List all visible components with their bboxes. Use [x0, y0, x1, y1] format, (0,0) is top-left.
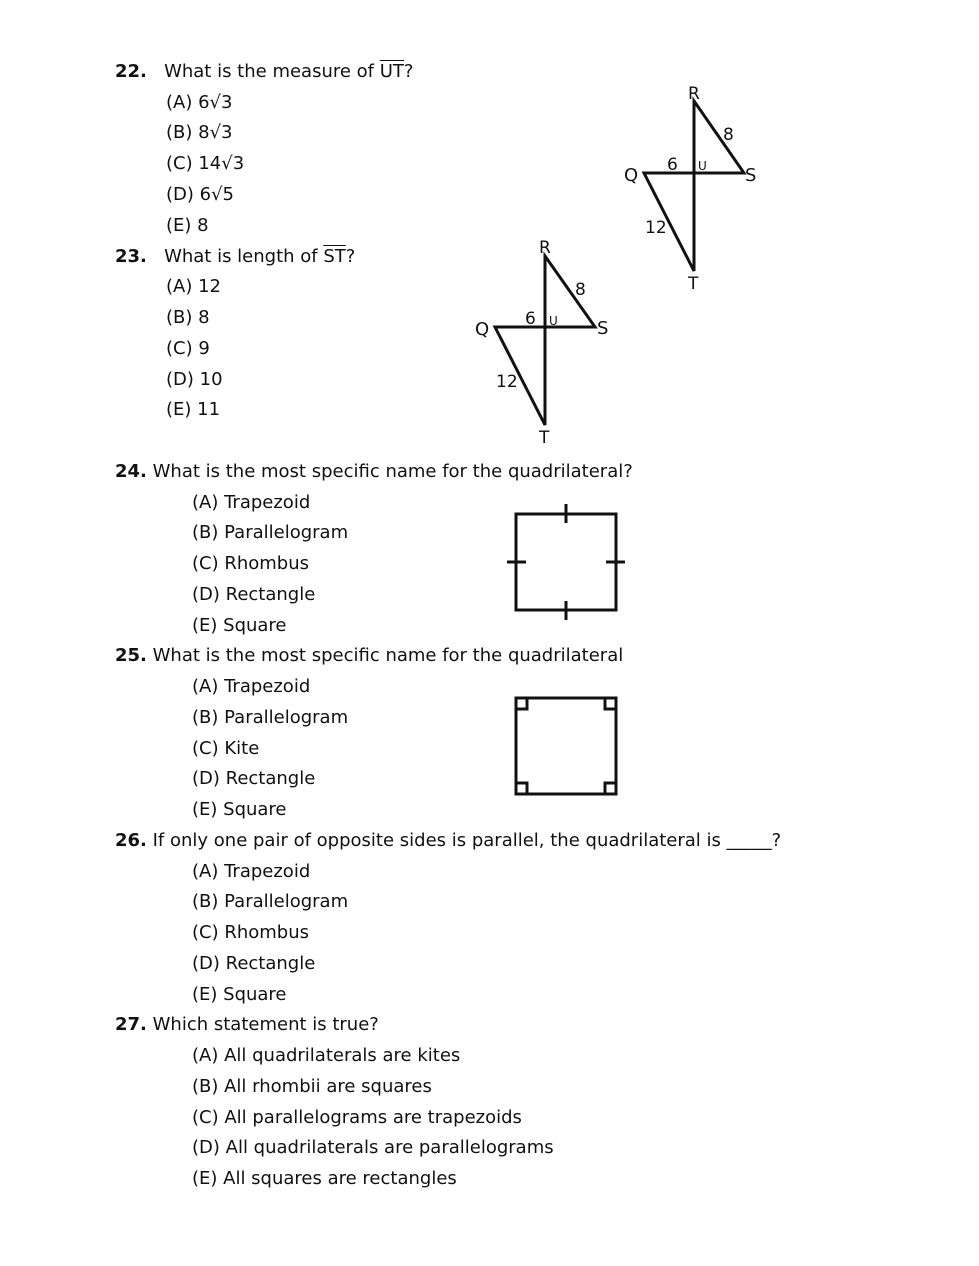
- vertex-s: S: [597, 318, 609, 339]
- option-c[interactable]: (C) 9: [166, 338, 210, 359]
- label-qt: 12: [496, 372, 518, 392]
- segment-label: $\overline{UT}$: [379, 61, 404, 82]
- segment-label: $\overline{ST}$: [323, 246, 346, 267]
- question-text-end: ?: [403, 61, 414, 82]
- label-qt: 12: [645, 218, 667, 238]
- option-c[interactable]: (C) Kite: [192, 738, 260, 759]
- question-number: 24.: [115, 461, 147, 482]
- option-d[interactable]: (D) Rectangle: [192, 584, 316, 605]
- vertex-u: U: [549, 314, 558, 328]
- option-b[interactable]: (B) 8: [166, 307, 210, 328]
- vertex-r: R: [688, 84, 700, 104]
- option-d[interactable]: (D) Rectangle: [192, 953, 316, 974]
- option-a[interactable]: (A) Trapezoid: [192, 676, 311, 697]
- vertex-q: Q: [475, 319, 490, 340]
- question-number: 27.: [115, 1014, 147, 1035]
- option-c[interactable]: (C) Rhombus: [192, 922, 310, 943]
- label-rs: 8: [575, 280, 586, 300]
- question-number: 22.: [115, 61, 147, 82]
- option-d[interactable]: (D) 6√5: [166, 184, 235, 205]
- option-e[interactable]: (E) 11: [166, 399, 221, 420]
- option-b[interactable]: (B) Parallelogram: [192, 707, 349, 728]
- option-a[interactable]: (A) 12: [166, 276, 221, 297]
- option-e[interactable]: (E) 8: [166, 215, 209, 236]
- option-a[interactable]: (A) Trapezoid: [192, 861, 311, 882]
- question-number: 23.: [115, 246, 147, 267]
- question-text: If only one pair of opposite sides is parallel, the quadrilateral is _____?: [152, 830, 782, 851]
- question-number: 25.: [115, 645, 147, 666]
- question-text: What is the most specific name for the quadrilateral: [152, 645, 624, 666]
- vertex-t: T: [539, 428, 550, 448]
- vertex-s: S: [745, 165, 757, 186]
- vertex-q: Q: [624, 165, 639, 186]
- option-b[interactable]: (B) Parallelogram: [192, 891, 349, 912]
- vertex-u: U: [698, 159, 707, 173]
- right-angle-br: [605, 783, 616, 794]
- option-e[interactable]: (E) Square: [192, 799, 287, 820]
- option-a[interactable]: (A) 6√3: [166, 92, 233, 113]
- quad-outline: [516, 698, 616, 794]
- question-text: Which statement is true?: [152, 1014, 379, 1035]
- right-angle-bl: [516, 783, 527, 794]
- option-b[interactable]: (B) All rhombii are squares: [192, 1076, 432, 1097]
- option-d[interactable]: (D) All quadrilaterals are parallelograms: [192, 1137, 554, 1158]
- label-rs: 8: [723, 125, 734, 145]
- option-b[interactable]: (B) Parallelogram: [192, 522, 349, 543]
- option-e[interactable]: (E) Square: [192, 984, 287, 1005]
- option-c[interactable]: (C) Rhombus: [192, 553, 310, 574]
- right-angle-tr: [605, 698, 616, 709]
- label-qu: 6: [667, 155, 678, 175]
- vertex-t: T: [688, 274, 699, 294]
- option-a[interactable]: (A) All quadrilaterals are kites: [192, 1045, 461, 1066]
- question-text-end: ?: [345, 246, 356, 267]
- question-text: What is the most specific name for the quadrilateral?: [152, 461, 633, 482]
- question-text: What is the measure of: [164, 61, 380, 82]
- option-d[interactable]: (D) Rectangle: [192, 768, 316, 789]
- option-c[interactable]: (C) 14√3: [166, 153, 245, 174]
- label-qu: 6: [525, 309, 536, 329]
- option-c[interactable]: (C) All parallelograms are trapezoids: [192, 1107, 522, 1128]
- vertex-r: R: [539, 238, 551, 258]
- option-a[interactable]: (A) Trapezoid: [192, 492, 311, 513]
- question-text: What is length of: [164, 246, 324, 267]
- right-angle-tl: [516, 698, 527, 709]
- option-d[interactable]: (D) 10: [166, 369, 223, 390]
- option-e[interactable]: (E) All squares are rectangles: [192, 1168, 457, 1189]
- question-number: 26.: [115, 830, 147, 851]
- option-b[interactable]: (B) 8√3: [166, 122, 233, 143]
- option-e[interactable]: (E) Square: [192, 615, 287, 636]
